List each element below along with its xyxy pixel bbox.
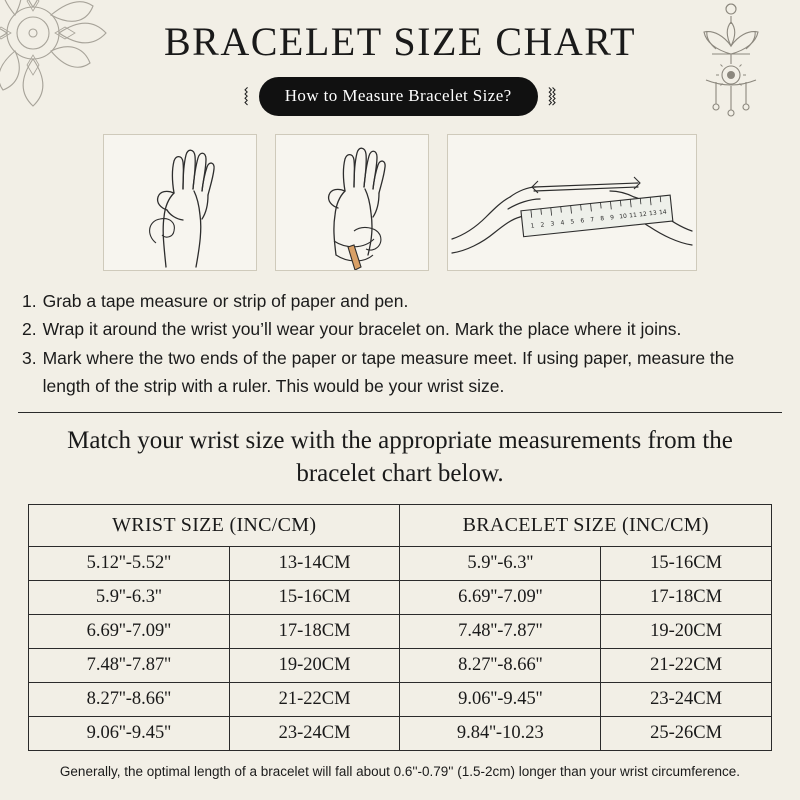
size-table-wrapper (28, 504, 772, 751)
cell-bracelet-inc: 9.84''-10.23 (400, 717, 601, 751)
cell-wrist-inc: 7.48''-7.87'' (29, 649, 230, 683)
table-row (29, 683, 772, 717)
cell-wrist-inc: 6.69''-7.09'' (29, 615, 230, 649)
step-number: 3. (22, 347, 37, 368)
how-to-measure-badge: How to Measure Bracelet Size? (259, 77, 538, 116)
cell-bracelet-inc: 7.48''-7.87'' (400, 615, 601, 649)
cell-bracelet-cm: 21-22CM (601, 649, 772, 683)
illustration-hand-wrapping-wrist (275, 134, 429, 271)
cell-wrist-inc: 9.06''-9.45'' (29, 717, 230, 751)
flourish-left-icon: ⧙ (243, 81, 249, 112)
section-divider (18, 412, 782, 413)
table-header-row (29, 505, 772, 547)
cell-bracelet-cm: 19-20CM (601, 615, 772, 649)
step-text: Wrap it around the wrist you’ll wear your bracelet on. Mark the place where it joins. (42, 319, 682, 340)
illustration-hand-with-tape-measure (103, 134, 257, 271)
svg-text:12: 12 (638, 210, 648, 219)
subtitle-row (0, 77, 800, 116)
step-item (22, 315, 778, 343)
table-row (29, 649, 772, 683)
cell-bracelet-inc: 5.9''-6.3'' (400, 547, 601, 581)
match-heading: Match your wrist size with the appropriate measurements from the bracelet chart below. (67, 427, 733, 487)
step-number: 2. (22, 319, 37, 340)
svg-text:8: 8 (599, 215, 605, 223)
step-text: Mark where the two ends of the paper or tape measure meet. If using paper, measure the length of the strip with a ruler. This would be your wrist size. (42, 347, 735, 397)
svg-text:2: 2 (540, 221, 545, 229)
cell-bracelet-inc: 6.69''-7.09'' (400, 581, 601, 615)
table-row (29, 717, 772, 751)
svg-text:13: 13 (648, 209, 658, 218)
svg-text:3: 3 (550, 220, 555, 228)
steps-list (22, 287, 778, 400)
footnote-text: Generally, the optimal length of a bracelet will fall about 0.6''-0.79'' (1.5-2cm) longer than your wrist circumference. (59, 764, 741, 780)
svg-text:7: 7 (590, 216, 595, 224)
table-row (29, 547, 772, 581)
cell-wrist-inc: 8.27''-8.66'' (29, 683, 230, 717)
cell-wrist-cm: 17-18CM (229, 615, 400, 649)
step-text: Grab a tape measure or strip of paper and pen. (42, 291, 409, 311)
svg-text:11: 11 (628, 211, 638, 220)
cell-wrist-cm: 15-16CM (229, 581, 400, 615)
illustration-row (0, 134, 800, 271)
cell-wrist-inc: 5.9''-6.3'' (29, 581, 230, 615)
cell-bracelet-inc: 8.27''-8.66'' (400, 649, 601, 683)
svg-text:6: 6 (580, 217, 585, 225)
cell-bracelet-cm: 25-26CM (601, 717, 772, 751)
step-item (22, 344, 778, 401)
header-bracelet-size: BRACELET SIZE (INC/CM) (400, 505, 772, 547)
illustration-hands-measuring-with-ruler (447, 134, 697, 271)
cell-bracelet-cm: 15-16CM (601, 547, 772, 581)
cell-bracelet-inc: 9.06''-9.45'' (400, 683, 601, 717)
svg-text:14: 14 (658, 208, 668, 217)
table-row (29, 581, 772, 615)
cell-wrist-cm: 21-22CM (229, 683, 400, 717)
cell-wrist-inc: 5.12''-5.52'' (29, 547, 230, 581)
svg-text:1: 1 (530, 222, 535, 230)
page-title: BRACELET SIZE CHART (163, 19, 637, 64)
svg-text:4: 4 (560, 219, 565, 227)
step-item (22, 287, 778, 315)
bracelet-size-table (28, 504, 772, 751)
cell-wrist-cm: 13-14CM (229, 547, 400, 581)
svg-text:9: 9 (609, 214, 615, 222)
flourish-right-icon: ⧚ (547, 81, 557, 112)
cell-wrist-cm: 19-20CM (229, 649, 400, 683)
svg-text:5: 5 (570, 218, 575, 226)
table-row (29, 615, 772, 649)
header-wrist-size: WRIST SIZE (INC/CM) (29, 505, 400, 547)
cell-wrist-cm: 23-24CM (229, 717, 400, 751)
cell-bracelet-cm: 23-24CM (601, 683, 772, 717)
step-number: 1. (22, 291, 37, 311)
cell-bracelet-cm: 17-18CM (601, 581, 772, 615)
svg-text:10: 10 (618, 212, 628, 221)
